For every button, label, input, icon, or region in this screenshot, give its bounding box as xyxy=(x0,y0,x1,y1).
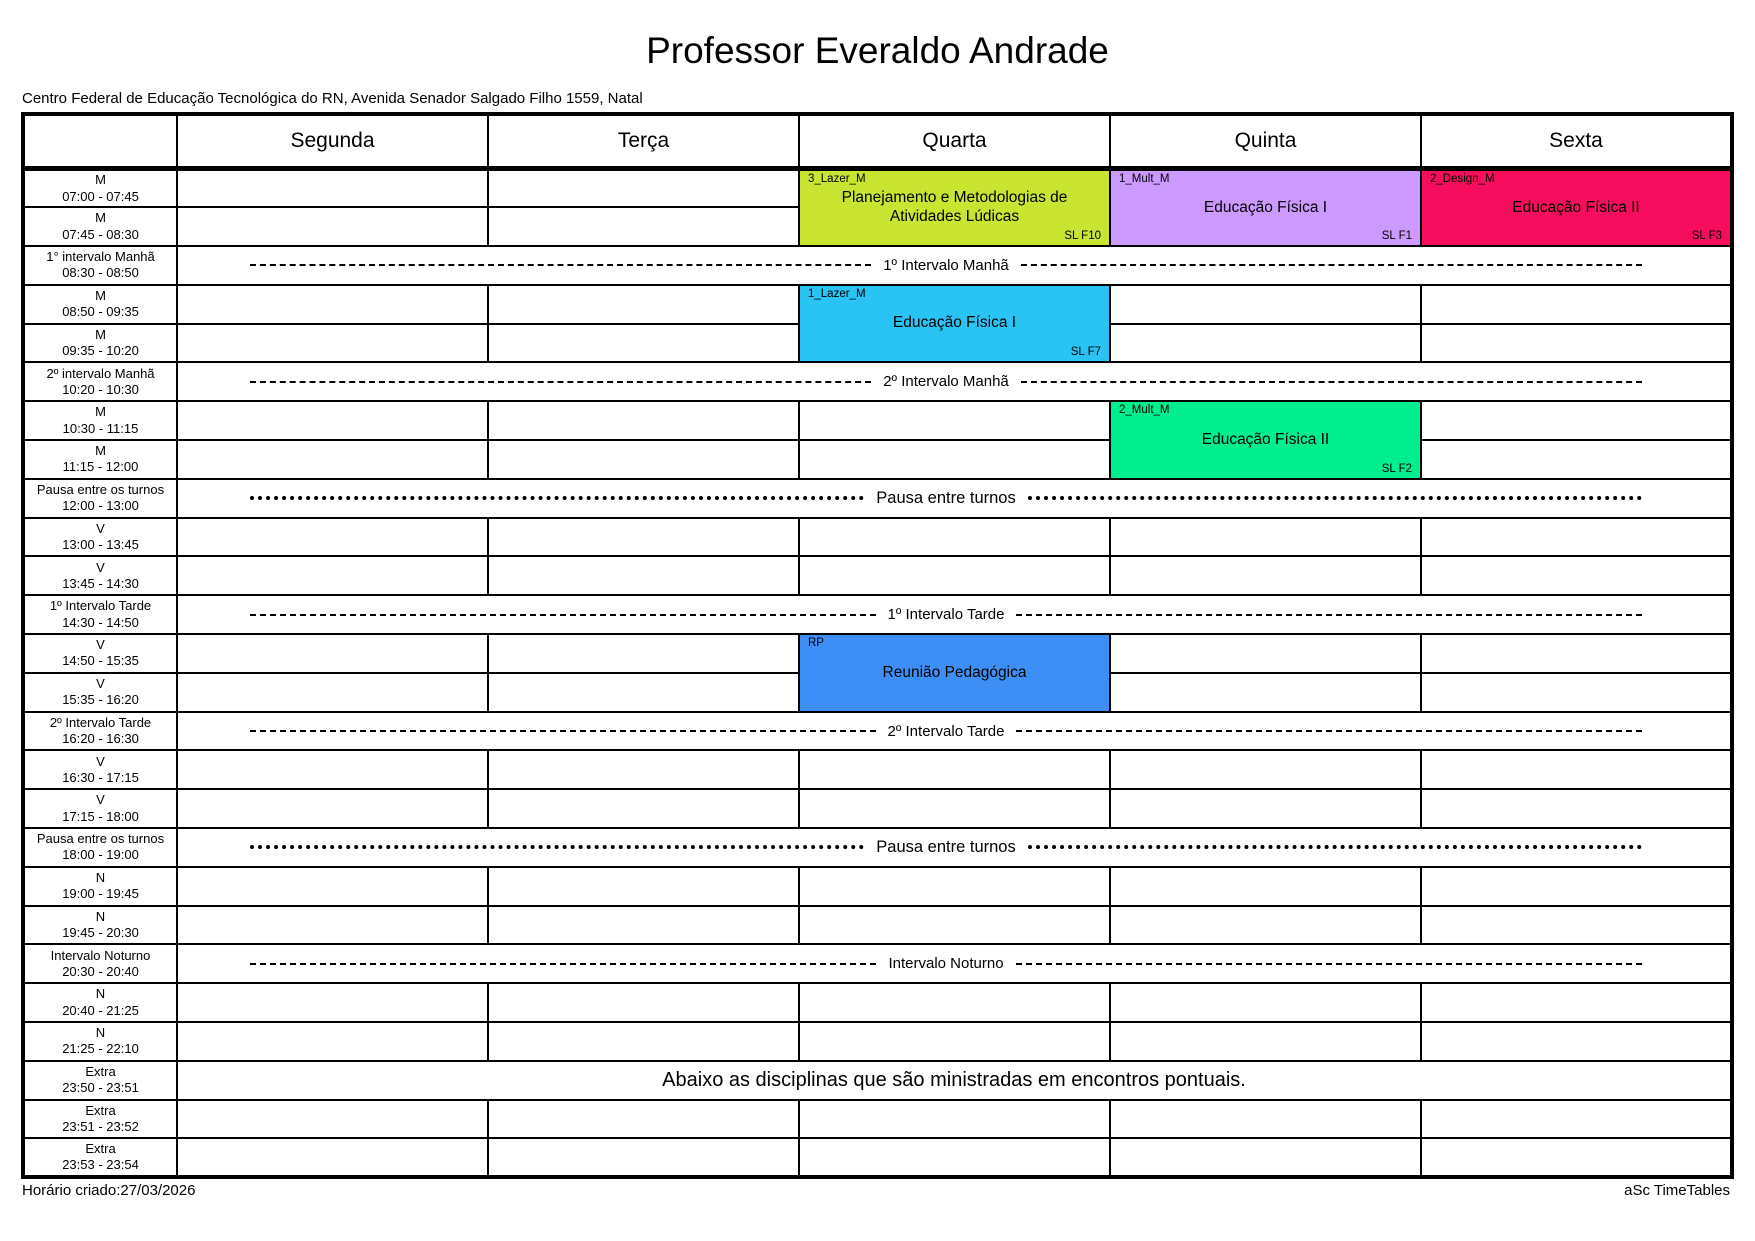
time-slot-label: M 11:15 - 12:00 xyxy=(23,440,177,479)
schedule-cell xyxy=(1421,983,1732,1022)
schedule-cell xyxy=(1421,324,1732,363)
table-row xyxy=(23,401,1732,440)
separator-row xyxy=(23,595,1732,634)
class-room-label: SL F2 xyxy=(1381,462,1412,475)
class-block-educacao-fisica-2 xyxy=(1421,169,1732,247)
schedule-cell xyxy=(1110,1100,1421,1139)
schedule-cell xyxy=(1110,285,1421,324)
class-subject: Educação Física II xyxy=(1201,430,1330,448)
dashed-line xyxy=(250,730,876,732)
schedule-cell xyxy=(1110,906,1421,945)
class-subject: Educação Física I xyxy=(1203,198,1328,216)
schedule-cell xyxy=(177,401,488,440)
note-row xyxy=(23,1061,1732,1100)
time-slot-label: M 09:35 - 10:20 xyxy=(23,324,177,363)
schedule-cell xyxy=(177,983,488,1022)
class-room-label: SL F1 xyxy=(1381,230,1412,243)
schedule-cell xyxy=(799,1022,1110,1061)
schedule-cell xyxy=(488,1022,799,1061)
day-header-terca: Terça xyxy=(488,114,799,169)
schedule-cell xyxy=(1110,518,1421,557)
pause-banner: Pausa entre turnos xyxy=(177,828,1732,867)
dashed-line xyxy=(250,381,871,383)
class-block-educacao-fisica-2 xyxy=(1110,401,1421,479)
schedule-cell xyxy=(177,750,488,789)
table-row xyxy=(23,789,1732,828)
schedule-cell xyxy=(799,906,1110,945)
schedule-cell xyxy=(799,440,1110,479)
schedule-cell xyxy=(1421,634,1732,673)
schedule-cell xyxy=(488,207,799,246)
schedule-cell xyxy=(799,1138,1110,1177)
class-room-label: SL F3 xyxy=(1691,230,1722,243)
separator-row xyxy=(23,944,1732,983)
schedule-cell xyxy=(488,169,799,208)
schedule-cell xyxy=(1110,983,1421,1022)
interval-banner: 1º Intervalo Manhã xyxy=(177,246,1732,285)
interval-banner: 2º Intervalo Manhã xyxy=(177,362,1732,401)
day-header-sexta: Sexta xyxy=(1421,114,1732,169)
school-address: Centro Federal de Educação Tecnológica do RN, Avenida Senador Salgado Filho 1559, Natal xyxy=(22,90,643,107)
day-header-segunda: Segunda xyxy=(177,114,488,169)
separator-row xyxy=(23,246,1732,285)
dashed-line xyxy=(1016,730,1642,732)
schedule-cell xyxy=(1421,1138,1732,1177)
schedule-cell xyxy=(488,285,799,324)
time-column-header xyxy=(23,114,177,169)
schedule-cell xyxy=(1110,1138,1421,1177)
schedule-cell xyxy=(1421,750,1732,789)
class-subject: Reunião Pedagógica xyxy=(882,663,1027,681)
dashed-line xyxy=(1021,381,1642,383)
schedule-cell xyxy=(488,518,799,557)
time-slot-label: Extra 23:51 - 23:52 xyxy=(23,1100,177,1139)
time-slot-label: M 07:00 - 07:45 xyxy=(23,169,177,208)
extra-note: Abaixo as disciplinas que são ministradas em encontros pontuais. xyxy=(177,1061,1732,1100)
time-slot-label: 2º Intervalo Tarde 16:20 - 16:30 xyxy=(23,712,177,751)
schedule-cell xyxy=(488,673,799,712)
class-block-reuniao-pedagogica xyxy=(799,634,1110,712)
table-row xyxy=(23,1100,1732,1139)
class-group-label: 1_Mult_M xyxy=(1119,173,1170,185)
schedule-cell xyxy=(799,401,1110,440)
schedule-cell xyxy=(488,750,799,789)
schedule-cell xyxy=(177,169,488,208)
schedule-cell xyxy=(799,750,1110,789)
schedule-cell xyxy=(799,789,1110,828)
schedule-cell xyxy=(177,789,488,828)
time-slot-label: Extra 23:53 - 23:54 xyxy=(23,1138,177,1177)
schedule-cell xyxy=(488,634,799,673)
table-row xyxy=(23,867,1732,906)
interval-banner: Intervalo Noturno xyxy=(177,944,1732,983)
table-row xyxy=(23,556,1732,595)
schedule-cell xyxy=(1110,673,1421,712)
table-row xyxy=(23,169,1732,208)
time-slot-label: 1° intervalo Manhã 08:30 - 08:50 xyxy=(23,246,177,285)
schedule-cell xyxy=(177,285,488,324)
time-slot-label: 1º Intervalo Tarde 14:30 - 14:50 xyxy=(23,595,177,634)
separator-row xyxy=(23,362,1732,401)
day-header-quinta: Quinta xyxy=(1110,114,1421,169)
table-row xyxy=(23,906,1732,945)
time-slot-label: N 20:40 - 21:25 xyxy=(23,983,177,1022)
schedule-cell xyxy=(799,556,1110,595)
class-group-label: 2_Design_M xyxy=(1430,173,1495,185)
time-slot-label: Intervalo Noturno 20:30 - 20:40 xyxy=(23,944,177,983)
schedule-cell xyxy=(1421,556,1732,595)
table-row xyxy=(23,1138,1732,1177)
schedule-cell xyxy=(799,518,1110,557)
schedule-cell xyxy=(1110,634,1421,673)
dotted-line xyxy=(1028,496,1642,500)
class-subject: Educação Física II xyxy=(1512,198,1640,216)
schedule-cell xyxy=(177,207,488,246)
schedule-cell xyxy=(1421,789,1732,828)
time-slot-label: V 13:45 - 14:30 xyxy=(23,556,177,595)
schedule-cell xyxy=(488,401,799,440)
asc-timetables-label: aSc TimeTables xyxy=(1624,1182,1730,1199)
schedule-cell xyxy=(799,867,1110,906)
day-header-row xyxy=(23,114,1732,169)
time-slot-label: Extra 23:50 - 23:51 xyxy=(23,1061,177,1100)
dotted-line xyxy=(1028,845,1642,849)
schedule-cell xyxy=(1421,401,1732,440)
time-slot-label: N 19:00 - 19:45 xyxy=(23,867,177,906)
dashed-line xyxy=(250,264,871,266)
schedule-cell xyxy=(177,634,488,673)
schedule-cell xyxy=(488,1100,799,1139)
schedule-cell xyxy=(177,673,488,712)
schedule-cell xyxy=(488,906,799,945)
table-row xyxy=(23,983,1732,1022)
class-group-label: 1_Lazer_M xyxy=(808,287,866,300)
dashed-line xyxy=(250,614,876,616)
time-slot-label: V 13:00 - 13:45 xyxy=(23,518,177,557)
schedule-cell xyxy=(1110,789,1421,828)
table-row xyxy=(23,750,1732,789)
dotted-line xyxy=(250,845,864,849)
class-block-educacao-fisica-1 xyxy=(799,285,1110,363)
schedule-cell xyxy=(177,518,488,557)
schedule-cell xyxy=(177,867,488,906)
class-room-label: SL F7 xyxy=(1070,346,1101,359)
class-block-educacao-fisica-1 xyxy=(1110,169,1421,247)
schedule-cell xyxy=(1110,324,1421,363)
time-slot-label: 2º intervalo Manhã 10:20 - 10:30 xyxy=(23,362,177,401)
class-block-planejamento xyxy=(799,169,1110,247)
schedule-cell xyxy=(177,1100,488,1139)
table-row xyxy=(23,518,1732,557)
schedule-cell xyxy=(1110,556,1421,595)
time-slot-label: M 10:30 - 11:15 xyxy=(23,401,177,440)
schedule-cell xyxy=(1421,285,1732,324)
dashed-line xyxy=(1021,264,1642,266)
class-subject: Planejamento e Metodologias de Atividades Lúdicas xyxy=(841,189,1068,226)
separator-row xyxy=(23,828,1732,867)
schedule-cell xyxy=(1421,1100,1732,1139)
class-group-label: 2_Mult_M xyxy=(1119,404,1170,417)
class-room-label: SL F10 xyxy=(1064,230,1101,243)
schedule-cell xyxy=(177,324,488,363)
schedule-cell xyxy=(1421,673,1732,712)
table-row xyxy=(23,440,1732,479)
separator-row xyxy=(23,479,1732,518)
time-slot-label: N 19:45 - 20:30 xyxy=(23,906,177,945)
schedule-cell xyxy=(488,789,799,828)
pause-banner: Pausa entre turnos xyxy=(177,479,1732,518)
schedule-cell xyxy=(177,906,488,945)
schedule-cell xyxy=(799,1100,1110,1139)
day-header-quarta: Quarta xyxy=(799,114,1110,169)
interval-banner: 1º Intervalo Tarde xyxy=(177,595,1732,634)
time-slot-label: V 14:50 - 15:35 xyxy=(23,634,177,673)
schedule-cell xyxy=(488,867,799,906)
schedule-cell xyxy=(177,556,488,595)
dashed-line xyxy=(1016,614,1642,616)
time-slot-label: V 17:15 - 18:00 xyxy=(23,789,177,828)
schedule-cell xyxy=(488,440,799,479)
class-group-label: 3_Lazer_M xyxy=(808,173,866,185)
dashed-line xyxy=(250,963,876,965)
schedule-cell xyxy=(177,440,488,479)
schedule-cell xyxy=(488,983,799,1022)
schedule-cell xyxy=(1421,518,1732,557)
schedule-cell xyxy=(1110,867,1421,906)
time-slot-label: M 08:50 - 09:35 xyxy=(23,285,177,324)
page-title: Professor Everaldo Andrade xyxy=(646,30,1109,71)
dashed-line xyxy=(1016,963,1642,965)
time-slot-label: V 16:30 - 17:15 xyxy=(23,750,177,789)
schedule-cell xyxy=(1110,750,1421,789)
schedule-cell xyxy=(488,324,799,363)
class-subject: Educação Física I xyxy=(892,314,1017,332)
dotted-line xyxy=(250,496,864,500)
schedule-cell xyxy=(488,556,799,595)
time-slot-label: V 15:35 - 16:20 xyxy=(23,673,177,712)
schedule-cell xyxy=(488,1138,799,1177)
table-row xyxy=(23,285,1732,324)
timetable xyxy=(21,112,1734,1179)
schedule-cell xyxy=(177,1138,488,1177)
interval-banner: 2º Intervalo Tarde xyxy=(177,712,1732,751)
schedule-cell xyxy=(1421,440,1732,479)
schedule-cell xyxy=(799,983,1110,1022)
schedule-cell xyxy=(1421,906,1732,945)
schedule-cell xyxy=(177,1022,488,1061)
time-slot-label: M 07:45 - 08:30 xyxy=(23,207,177,246)
separator-row xyxy=(23,712,1732,751)
schedule-cell xyxy=(1421,1022,1732,1061)
time-slot-label: Pausa entre os turnos 12:00 - 13:00 xyxy=(23,479,177,518)
schedule-cell xyxy=(1421,867,1732,906)
schedule-cell xyxy=(1110,1022,1421,1061)
time-slot-label: Pausa entre os turnos 18:00 - 19:00 xyxy=(23,828,177,867)
table-row xyxy=(23,1022,1732,1061)
time-slot-label: N 21:25 - 22:10 xyxy=(23,1022,177,1061)
class-group-label: RP xyxy=(808,637,824,650)
created-date-label: Horário criado:27/03/2026 xyxy=(22,1182,196,1199)
table-row xyxy=(23,634,1732,673)
